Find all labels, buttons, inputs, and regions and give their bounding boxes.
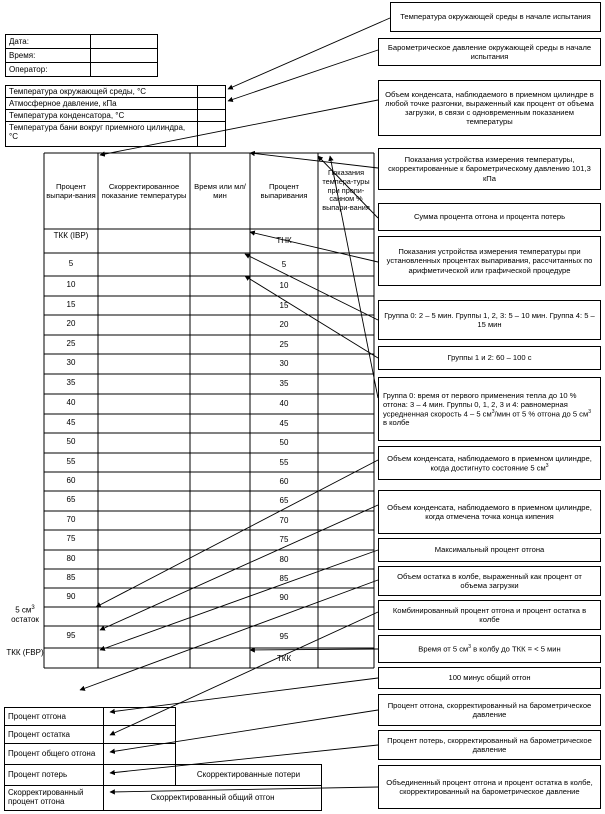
right-pct-cell: 30 [279, 359, 289, 368]
left-pct-cell: 90 [66, 591, 76, 601]
col-header-evaporated-pct: Процент выпаривания [260, 181, 308, 200]
left-pct-cell: 15 [66, 299, 76, 309]
residue-row-label: 5 $см^3$ остаток [11, 605, 39, 624]
corrected-loss-label: Скорректированные потери [175, 764, 322, 786]
right-pct-cell: 35 [279, 379, 289, 388]
time-label: Время: [5, 48, 91, 63]
note-time-to-fbp: Время от 5 $см^3$ в колбу до ТКК = < 5 мин [378, 635, 601, 663]
col-header-evap-pct: Процент выпари-вания [46, 181, 96, 200]
right-pct-cell: 25 [279, 339, 289, 349]
right-pct-cell: 95 [279, 632, 289, 641]
corrected-total-label: Скорректированный общий отгон [103, 785, 322, 811]
left-pct-cell: 80 [66, 553, 76, 563]
right-pct-cell: 15 [279, 300, 289, 310]
note-barometric: Барометрическое давление окружающей среды в начале испытания [378, 38, 601, 66]
left-pct-cell: 55 [66, 456, 76, 466]
note-sum: Сумма процента отгона и процента потерь [378, 203, 601, 231]
pressure-label: Атмосферное давление, кПа [5, 97, 198, 110]
note-group-0-rate: Группа 0: время от первого применения тепла до 10 % отгона: 3 – 4 мин. Группы 0, 1, 2, 3 и 4: равномерная усредненная скорость 4 – 5 $см^3$/мин от 5 % отгона до 5 $см^3$ в колбе [378, 377, 601, 441]
recovered-label: Процент отгона [4, 707, 104, 726]
date-label: Дата: [5, 34, 91, 49]
right-pct-cell: 65 [279, 496, 289, 505]
right-pct-cell: 85 [279, 573, 289, 583]
right-pct-cell: 80 [279, 554, 289, 564]
note-loss: 100 минус общий отгон [378, 667, 601, 689]
right-pct-cell: 90 [279, 592, 289, 602]
left-pct-cell: 50 [66, 437, 76, 446]
note-condensate-volume: Объем конденсата, наблюдаемого в приемном цилиндре в любой точке разгонки, выраженный как процент от объема загрузки, в связи с одновременным показанием температуры [378, 80, 601, 136]
loss-label: Процент потерь [4, 764, 104, 786]
right-pct-cell: 60 [279, 476, 289, 486]
col-header-corrected-temp: Скорректированное показание температуры [101, 181, 187, 200]
left-pct-cell: 25 [66, 338, 76, 348]
left-pct-cell: 60 [66, 475, 76, 485]
note-groups-1-2: Группы 1 и 2: 60 – 100 с [378, 346, 601, 370]
note-ambient-temp: Температура окружающей среды в начале испытания [390, 2, 601, 32]
note-5ml-state: Объем конденсата, наблюдаемого в приемном цилиндре, когда достигнуто состояние 5 $см^3$ [378, 446, 601, 480]
left-pct-cell: 5 [68, 258, 74, 268]
operator-label: Оператор: [5, 62, 91, 77]
fbp-row-label: ТКК (FBP) [6, 648, 44, 657]
note-endpoint: Объем конденсата, наблюдаемого в приемном цилиндре, когда отмечена точка конца кипения [378, 490, 601, 534]
left-pct-cell: 70 [66, 514, 76, 524]
right-pct-cell: 10 [279, 281, 289, 290]
note-groups-time: Группа 0: 2 – 5 мин. Группы 1, 2, 3: 5 – 10 мин. Группа 4: 5 – 15 мин [378, 300, 601, 340]
left-pct-cell: ТКК (IBP) [53, 231, 89, 240]
note-corrected-recovered: Процент отгона, скорректированный на барометрическое давление [378, 694, 601, 726]
left-pct-cell: 10 [66, 280, 76, 289]
left-pct-cell: 75 [66, 534, 76, 543]
right-pct-cell: 55 [279, 457, 289, 467]
residue-label: Процент остатка [4, 725, 104, 744]
right-pct-cell: ТКК [276, 654, 292, 663]
right-pct-cell: ТНК [276, 236, 292, 245]
note-corrected-loss: Процент потерь, скорректированный на барометрическое давление [378, 730, 601, 760]
right-pct-cell: 40 [279, 399, 289, 408]
left-pct-cell: 85 [66, 572, 76, 582]
corrected-recovered-label: Скорректированный процент отгона [4, 785, 104, 811]
bath-temp-label: Температура бани вокруг приемного цилиндра, °C [5, 121, 198, 147]
note-corrected-total: Объединенный процент отгона и процент остатка в колбе, скорректированный на барометрическое давление [378, 765, 601, 809]
right-pct-cell: 20 [279, 320, 289, 329]
right-pct-cell: 75 [279, 535, 289, 544]
right-pct-cell: 50 [279, 438, 289, 447]
col-header-time: Время или мл/мин [194, 181, 246, 200]
left-pct-cell: 30 [66, 358, 76, 367]
note-residue-volume: Объем остатка в колбе, выраженный как процент от объема загрузки [378, 566, 601, 596]
left-pct-cell: 20 [66, 319, 76, 328]
right-pct-cell: 5 [281, 259, 287, 269]
note-max-recovery: Максимальный процент отгона [378, 538, 601, 562]
left-pct-cell: 95 [66, 631, 76, 640]
left-pct-cell: 45 [66, 417, 76, 427]
note-corrected-temp: Показания устройства измерения температуры, скорректированные к барометрическому давлению 101,3 кПа [378, 148, 601, 190]
ambient-temp-label: Температура окружающей среды, °C [5, 85, 198, 98]
right-pct-cell: 45 [279, 418, 289, 428]
condenser-temp-label: Температура конденсатора, °C [5, 109, 198, 122]
left-pct-cell: 35 [66, 378, 76, 387]
left-pct-cell: 65 [66, 495, 76, 504]
total-recovery-label: Процент общего отгона [4, 743, 104, 765]
right-pct-cell: 70 [279, 515, 289, 525]
left-pct-cell: 40 [66, 398, 76, 407]
note-combined: Комбинированный процент отгона и процент остатка в колбе [378, 600, 601, 630]
col-header-temp-at-pct: Показания темпера-туры при пропи-санном % выпари-вания [322, 168, 370, 213]
note-temp-at-pct: Показания устройства измерения температуры при установленных процентах выпаривания, рассчитанных по арифметической или графической процедуре [378, 236, 601, 286]
